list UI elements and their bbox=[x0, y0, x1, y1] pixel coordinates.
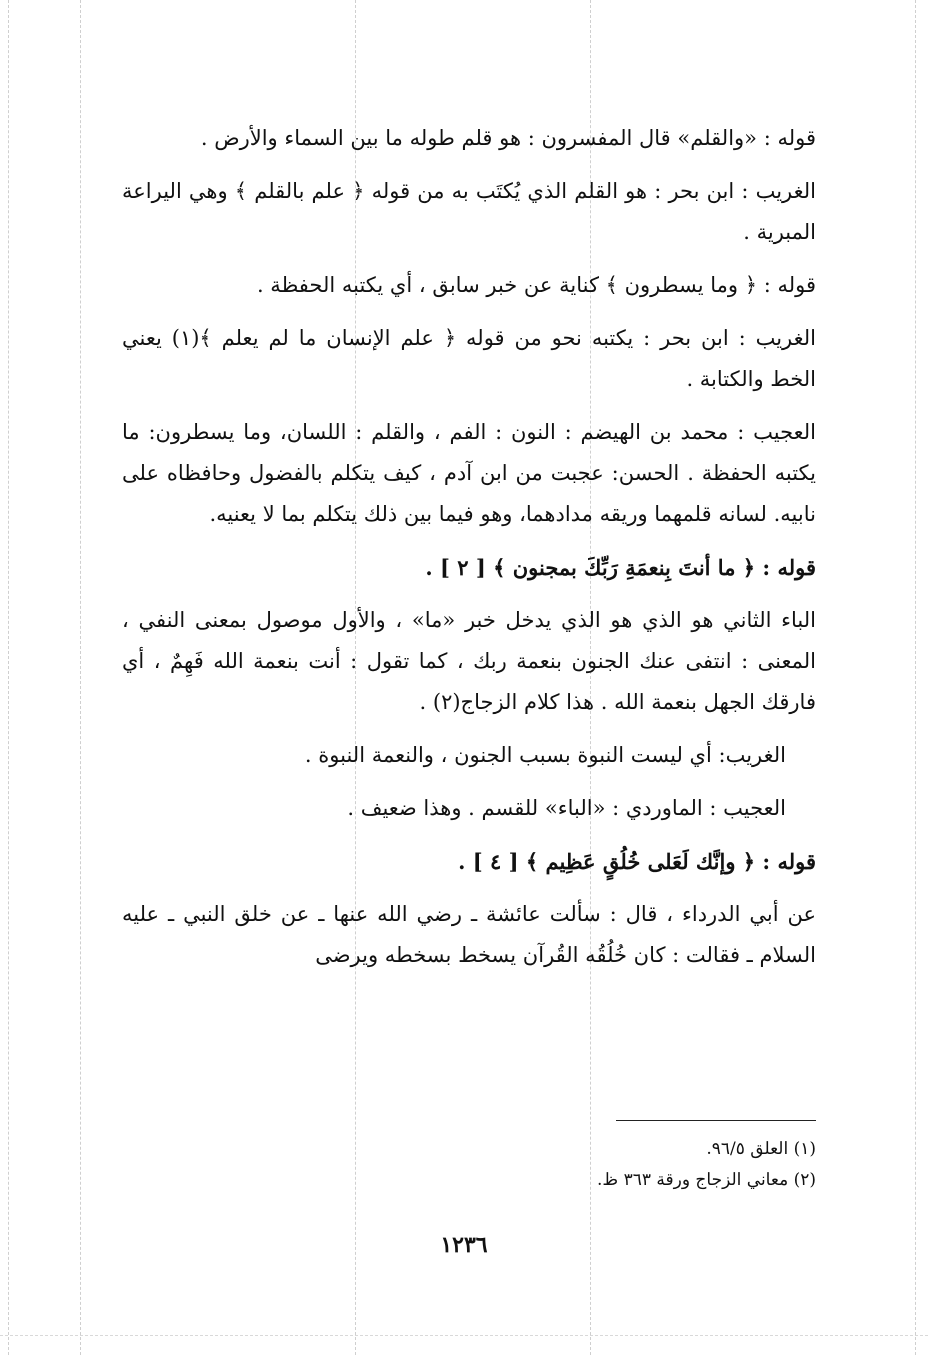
page-guide-line bbox=[915, 0, 916, 1355]
paragraph: العجيب : محمد بن الهيضم : النون : الفم ، والقلم : اللسان، وما يسطرون: ما يكتبه الحفظة . الحسن: عجبت من ابن آدم ، كيف يتكلم بالفضول وحافظاه على نابيه. لسانه قلمهما وريقه مدادهما، وهو فيما بين ذلك يتكلم بما لا يعنيه. bbox=[122, 420, 816, 526]
footnote-separator bbox=[616, 1120, 816, 1121]
page-guide-line bbox=[8, 0, 9, 1355]
page-guide-line bbox=[0, 1335, 928, 1336]
footnote: (٢) معاني الزجاج ورقة ٣٦٣ ظ. bbox=[597, 1170, 816, 1190]
page-guide-line bbox=[80, 0, 81, 1355]
paragraph: قوله : ﴿ وما يسطرون ﴾ كناية عن خبر سابق ، أي يكتبه الحفظة . bbox=[256, 273, 816, 297]
paragraph: الغريب : ابن بحر : يكتبه نحو من قوله ﴿ علم الإنسان ما لم يعلم ﴾(١) يعني الخط والكتابة . bbox=[122, 326, 816, 391]
footnotes bbox=[316, 1134, 816, 1196]
paragraph: العجيب : الماوردي : «الباء» للقسم . وهذا ضعيف . bbox=[347, 796, 786, 820]
document-body bbox=[122, 118, 816, 988]
paragraph: الغريب : ابن بحر : هو القلم الذي يُكتَب به من قوله ﴿ علم بالقلم ﴾ وهي اليراعة المبرية . bbox=[122, 179, 816, 244]
page-number: ١٢٣٦ bbox=[440, 1232, 488, 1258]
footnote: (١) العلق ٩٦/٥. bbox=[706, 1139, 816, 1159]
paragraph: قوله : ﴿ وإنَّك لَعَلى خُلُقٍ عَظِيم ﴾ [ ٤ ] . bbox=[458, 849, 816, 874]
paragraph: قوله : ﴿ ما أنتَ بِنعمَةِ رَبِّكَ بمجنون ﴾ [ ٢ ] . bbox=[425, 555, 816, 580]
paragraph: عن أبي الدرداء ، قال : سألت عائشة ـ رضي الله عنها ـ عن خلق النبي ـ عليه السلام ـ فقالت : كان خُلُقُه القُرآن يسخط بسخطه ويرضى bbox=[122, 902, 816, 967]
paragraph: الغريب: أي ليست النبوة بسبب الجنون ، والنعمة النبوة . bbox=[304, 743, 786, 767]
paragraph: الباء الثاني هو الذي هو الذي يدخل خبر «ما» ، والأول موصول بمعنى النفي ، المعنى : انتفى عنك الجنون بنعمة ربك ، كما تقول : أنت بنعمة الله فَهِمٌ ، أي فارقك الجهل بنعمة الله . هذا كلام الزجاج(٢) . bbox=[122, 608, 816, 714]
paragraph: قوله : «والقلم» قال المفسرون : هو قلم طوله ما بين السماء والأرض . bbox=[200, 126, 816, 150]
